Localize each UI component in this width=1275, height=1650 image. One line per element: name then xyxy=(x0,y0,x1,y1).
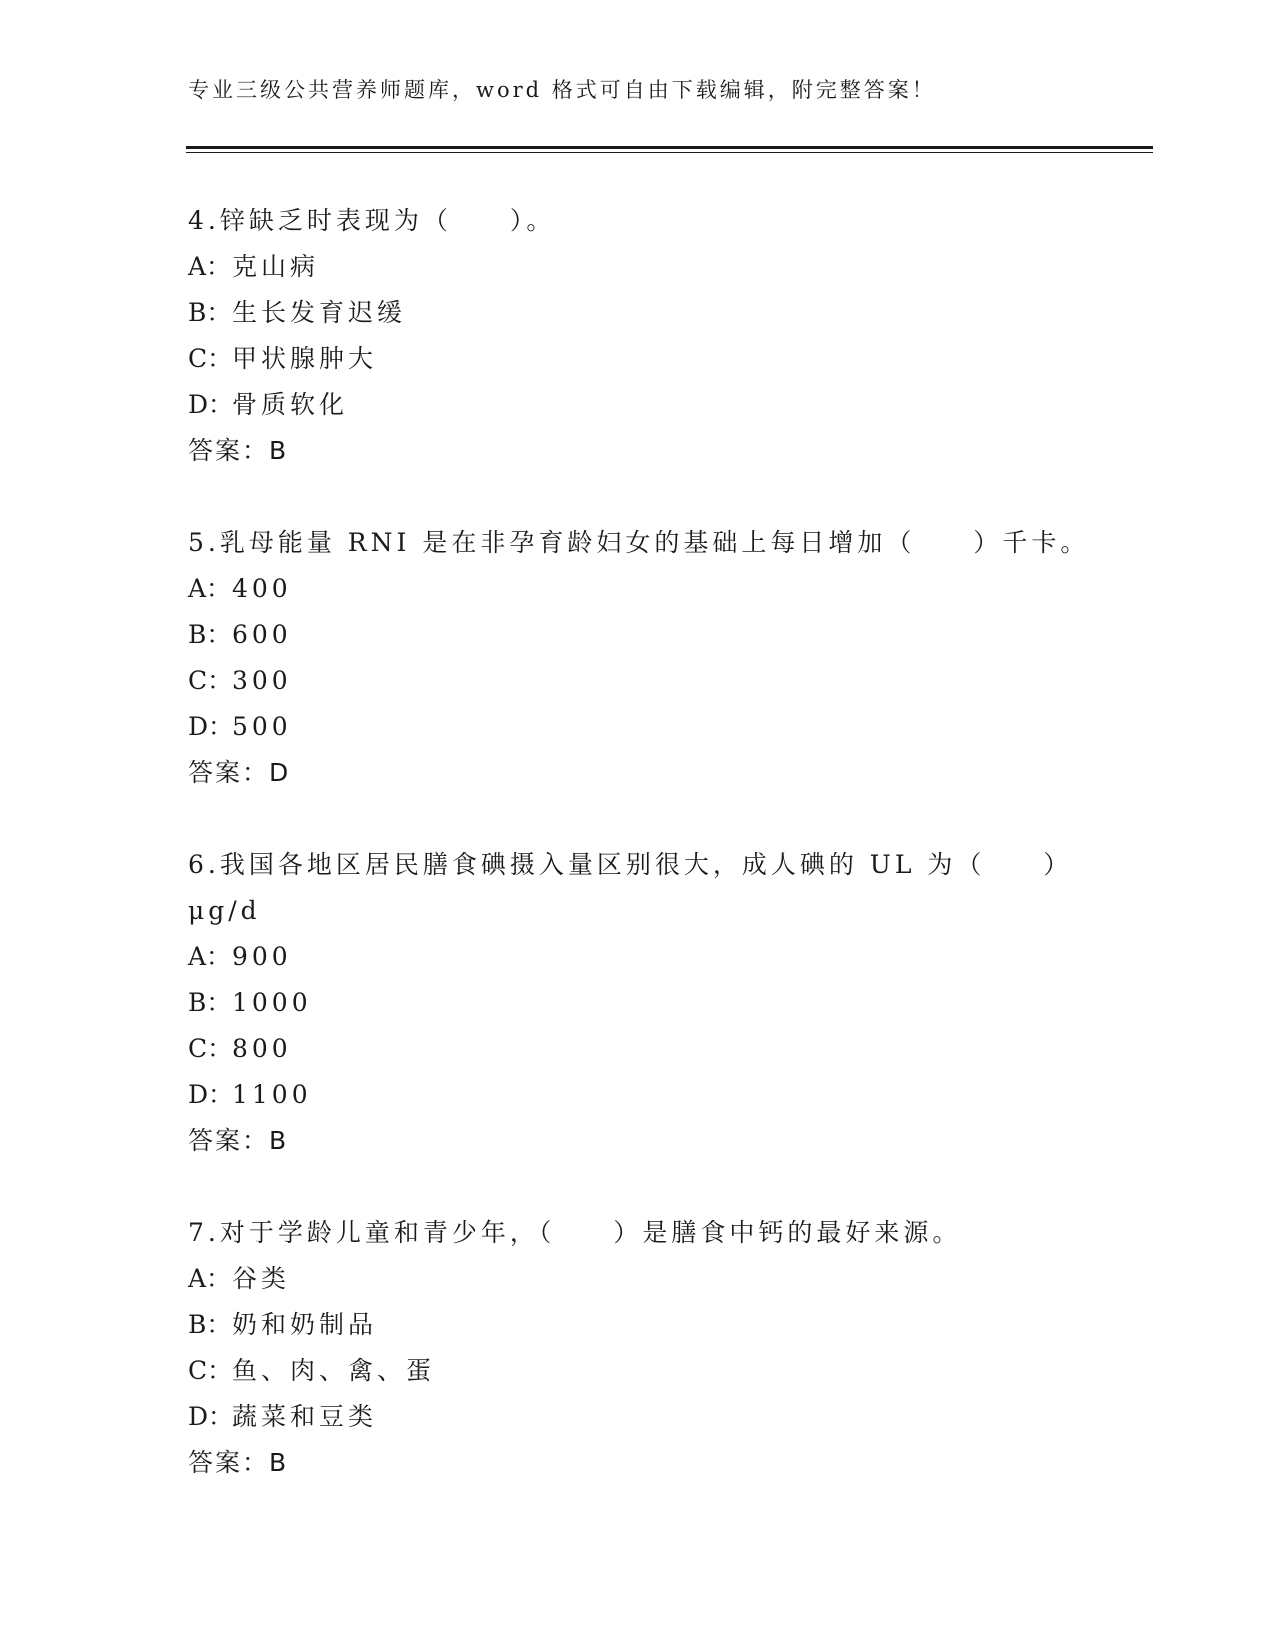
option-text: 谷类 xyxy=(232,1264,291,1293)
option-text: 蔬菜和豆类 xyxy=(232,1402,378,1431)
option-key: D： xyxy=(188,1080,234,1109)
option-d xyxy=(188,704,1148,750)
option-c xyxy=(188,1348,1148,1394)
option-c xyxy=(188,336,1148,382)
option-key: C： xyxy=(188,1034,233,1063)
option-text: 生长发育迟缓 xyxy=(232,298,407,327)
option-text: 300 xyxy=(232,666,292,695)
option-b xyxy=(188,612,1148,658)
option-d xyxy=(188,1072,1148,1118)
option-d xyxy=(188,382,1148,428)
option-key: B： xyxy=(188,988,232,1017)
option-text: 1100 xyxy=(232,1080,312,1109)
option-key: A： xyxy=(188,574,232,603)
option-text: 800 xyxy=(232,1034,292,1063)
option-key: D： xyxy=(188,712,234,741)
page-header: 专业三级公共营养师题库，word 格式可自由下载编辑，附完整答案！ xyxy=(188,78,936,102)
question-stem: 6.我国各地区居民膳食碘摄入量区别很大，成人碘的 UL 为（ ） xyxy=(188,850,1073,879)
option-key: C： xyxy=(188,666,233,695)
option-key: C： xyxy=(188,344,233,373)
option-key: D： xyxy=(188,1402,234,1431)
option-key: A： xyxy=(188,252,232,281)
answer-line: 答案：D xyxy=(188,758,291,787)
question-stem: 4.锌缺乏时表现为（ ）。 xyxy=(188,206,556,235)
option-text: 克山病 xyxy=(232,252,320,281)
option-key: A： xyxy=(188,942,232,971)
option-b xyxy=(188,980,1148,1026)
option-text: 600 xyxy=(232,620,292,649)
option-a xyxy=(188,244,1148,290)
option-text: 奶和奶制品 xyxy=(232,1310,378,1339)
question-5 xyxy=(188,520,1148,796)
option-text: 骨质软化 xyxy=(232,390,349,419)
option-text: 甲状腺肿大 xyxy=(232,344,378,373)
option-text: 400 xyxy=(232,574,292,603)
option-a xyxy=(188,566,1148,612)
option-text: 500 xyxy=(232,712,292,741)
option-c xyxy=(188,658,1148,704)
option-a xyxy=(188,1256,1148,1302)
option-key: A： xyxy=(188,1264,232,1293)
option-b xyxy=(188,290,1148,336)
option-text: 900 xyxy=(232,942,292,971)
option-d xyxy=(188,1394,1148,1440)
question-7 xyxy=(188,1210,1148,1486)
option-key: C： xyxy=(188,1356,233,1385)
option-b xyxy=(188,1302,1148,1348)
answer-line: 答案：B xyxy=(188,1448,289,1477)
question-stem-continued: μg/d xyxy=(188,896,261,925)
option-a xyxy=(188,934,1148,980)
option-c xyxy=(188,1026,1148,1072)
option-key: B： xyxy=(188,298,232,327)
answer-line: 答案：B xyxy=(188,436,289,465)
option-key: B： xyxy=(188,620,232,649)
question-4 xyxy=(188,198,1148,474)
option-key: B： xyxy=(188,1310,232,1339)
option-key: D： xyxy=(188,390,234,419)
question-stem: 5.乳母能量 RNI 是在非孕育龄妇女的基础上每日增加（ ）千卡。 xyxy=(188,528,1090,557)
option-text: 1000 xyxy=(232,988,312,1017)
answer-line: 答案：B xyxy=(188,1126,289,1155)
header-divider xyxy=(186,146,1153,153)
question-stem: 7.对于学龄儿童和青少年，（ ）是膳食中钙的最好来源。 xyxy=(188,1218,962,1247)
question-6 xyxy=(188,842,1148,1164)
option-text: 鱼、肉、禽、蛋 xyxy=(232,1356,436,1385)
